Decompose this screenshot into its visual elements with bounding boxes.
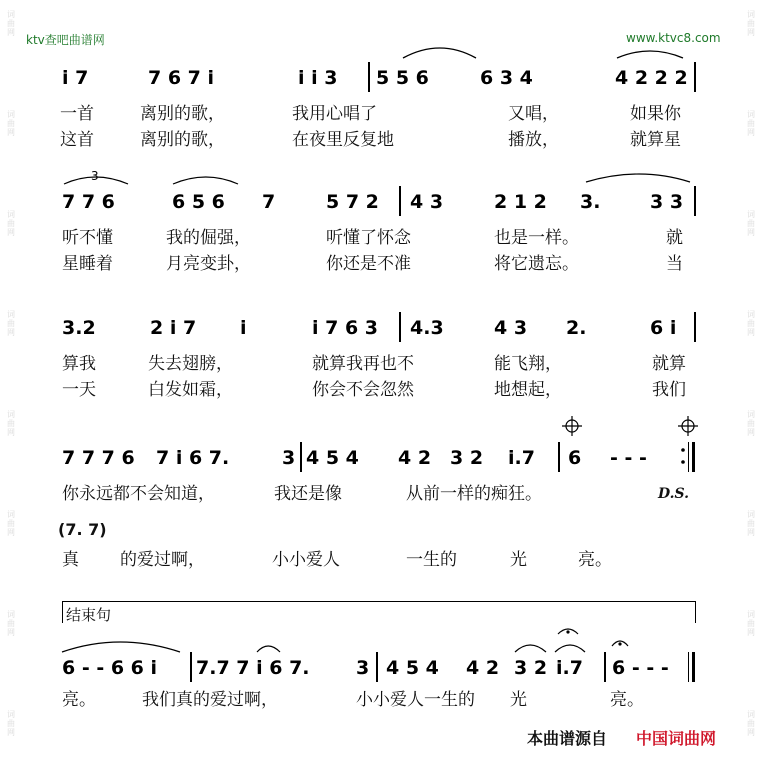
notation-row-2 bbox=[0, 190, 760, 214]
slur bbox=[515, 645, 546, 652]
note-group: 3.2 bbox=[62, 317, 96, 339]
triplet-number: 3 bbox=[91, 169, 99, 183]
note-group: i i 3 bbox=[298, 67, 338, 89]
lyric-row-5 bbox=[0, 352, 760, 376]
watermark-text: 词曲网 bbox=[747, 610, 755, 637]
note-group: 4 2 bbox=[398, 447, 432, 469]
note-group: 7 6 7 i bbox=[148, 67, 215, 89]
slur bbox=[555, 645, 585, 652]
final-bar-line-thick bbox=[692, 652, 695, 682]
note-group: 3 2 bbox=[450, 447, 484, 469]
watermark-text: 词曲网 bbox=[747, 710, 755, 737]
watermark-text: 词曲网 bbox=[7, 110, 15, 137]
note-group: 3 bbox=[356, 657, 370, 679]
watermark-text: 词曲网 bbox=[747, 410, 755, 437]
notation-row-4 bbox=[0, 446, 760, 470]
watermark-text: 词曲网 bbox=[7, 610, 15, 637]
bar-line bbox=[399, 312, 401, 342]
bar-line bbox=[558, 442, 560, 472]
lyric-segment: 算我 bbox=[62, 354, 96, 374]
lyric-segment: 亮。 bbox=[610, 690, 644, 710]
bar-line bbox=[399, 186, 401, 216]
note-group: 5 7 2 bbox=[326, 191, 379, 213]
slur bbox=[173, 177, 238, 184]
lyric-segment: 就 bbox=[666, 228, 683, 248]
bar-line bbox=[694, 312, 696, 342]
note-group: i.7 bbox=[556, 657, 583, 679]
slur bbox=[586, 174, 690, 182]
lyric-segment: 听不懂 bbox=[62, 228, 113, 248]
lyric-segment: 你会不会忽然 bbox=[312, 380, 414, 400]
coda-sign-icon bbox=[678, 416, 698, 436]
watermark-text: 词曲网 bbox=[747, 110, 755, 137]
lyric-row-2 bbox=[0, 128, 760, 152]
lyric-row-3 bbox=[0, 226, 760, 250]
source-site-link[interactable]: 中国词曲网 bbox=[636, 729, 717, 748]
watermark-text: 词曲网 bbox=[7, 710, 15, 737]
note-group: 4 5 4 bbox=[306, 447, 359, 469]
site-label-left[interactable]: ktv查吧曲谱网 bbox=[26, 33, 105, 47]
lyric-segment: 一天 bbox=[62, 380, 96, 400]
lyric-segment: 我们真的爱过啊， bbox=[142, 690, 278, 710]
ending-box-right bbox=[695, 601, 696, 623]
source-label: 本曲谱源自 bbox=[527, 729, 608, 748]
watermark-text: 词曲网 bbox=[747, 10, 755, 37]
note-group: i 7 bbox=[62, 67, 89, 89]
note-group: 6 bbox=[568, 447, 582, 469]
lyric-segment: 地想起， bbox=[494, 380, 562, 400]
lyric-row-1 bbox=[0, 102, 760, 126]
lyric-segment: 星睡着 bbox=[62, 254, 113, 274]
note-group: 4 2 bbox=[466, 657, 500, 679]
lyric-segment: 就算 bbox=[652, 354, 686, 374]
note-group: 6 - - 6 6 i bbox=[62, 657, 158, 679]
lyric-segment: 从前一样的痴狂。 bbox=[406, 484, 542, 504]
lyric-segment: 的爱过啊， bbox=[120, 550, 205, 570]
note-group: 3. bbox=[580, 191, 601, 213]
notation-row-1 bbox=[0, 66, 760, 90]
alternate-notes: (7. 7) bbox=[58, 520, 107, 539]
lyric-segment: 白发如霜， bbox=[148, 380, 233, 400]
ending-box-top bbox=[62, 601, 696, 602]
lyric-segment: 你还是不准 bbox=[326, 254, 411, 274]
note-group: 6 5 6 bbox=[172, 191, 225, 213]
note-group: 4 2 2 2 bbox=[615, 67, 688, 89]
note-group: 7 7 6 bbox=[62, 191, 115, 213]
lyric-segment: 我还是像 bbox=[274, 484, 342, 504]
note-group: 3 3 bbox=[650, 191, 684, 213]
repeat-bar-line-thick bbox=[692, 442, 695, 472]
lyric-segment: 当 bbox=[666, 254, 683, 274]
note-group: 4 3 bbox=[494, 317, 528, 339]
fermata bbox=[612, 641, 628, 646]
note-group: 2. bbox=[566, 317, 587, 339]
note-group: 4 3 bbox=[410, 191, 444, 213]
lyric-segment: 一生的 bbox=[406, 550, 457, 570]
lyric-row-4 bbox=[0, 252, 760, 276]
watermark-text: 词曲网 bbox=[7, 410, 15, 437]
tie bbox=[257, 646, 280, 652]
note-group: 6 i bbox=[650, 317, 677, 339]
note-group: 7 bbox=[262, 191, 276, 213]
site-url-right[interactable]: www.ktvc8.com bbox=[626, 31, 721, 45]
lyric-segment: 能飞翔， bbox=[494, 354, 562, 374]
lyric-segment: 你永远都不会知道， bbox=[62, 484, 215, 504]
lyric-row-alt bbox=[0, 548, 760, 572]
ending-box-left bbox=[62, 601, 63, 623]
note-group: 6 - - - bbox=[612, 657, 669, 679]
bar-line bbox=[376, 652, 378, 682]
note-group: 4.3 bbox=[410, 317, 444, 339]
watermark-text: 词曲网 bbox=[747, 210, 755, 237]
note-group: 3 bbox=[282, 447, 296, 469]
lyric-row-ending bbox=[0, 688, 760, 712]
note-group: 2 1 2 bbox=[494, 191, 547, 213]
slur bbox=[62, 642, 180, 652]
lyric-segment: 这首 bbox=[60, 130, 94, 150]
slur bbox=[617, 51, 683, 58]
note-group: 7.7 7 i 6 7. bbox=[196, 657, 310, 679]
lyric-segment: 小小爱人一生的 bbox=[356, 690, 475, 710]
lyric-row-6 bbox=[0, 378, 760, 402]
bar-line bbox=[694, 62, 696, 92]
final-bar-line bbox=[688, 652, 689, 682]
note-group: 7 7 7 6 bbox=[62, 447, 135, 469]
note-group: 4 5 4 bbox=[386, 657, 439, 679]
slur bbox=[403, 48, 476, 58]
lyric-segment: 又唱， bbox=[508, 104, 559, 124]
note-group: 6 3 4 bbox=[480, 67, 533, 89]
watermark-text: 词曲网 bbox=[7, 510, 15, 537]
note-group: 7 i 6 7. bbox=[156, 447, 230, 469]
note-group: - - - bbox=[610, 447, 647, 469]
note-group: 2 i 7 bbox=[150, 317, 197, 339]
bar-line bbox=[694, 186, 696, 216]
lyric-segment: 真 bbox=[62, 550, 79, 570]
lyric-segment: 就算我再也不 bbox=[312, 354, 414, 374]
lyric-segment: 小小爱人 bbox=[272, 550, 340, 570]
ending-label: 结束句 bbox=[66, 606, 112, 624]
bar-line bbox=[300, 442, 302, 472]
triplet-bracket bbox=[64, 177, 128, 184]
repeat-bar-line bbox=[688, 442, 689, 472]
lyric-segment: 亮。 bbox=[578, 550, 612, 570]
watermark-text: 词曲网 bbox=[7, 210, 15, 237]
lyric-segment: 亮。 bbox=[62, 690, 96, 710]
lyric-segment: 我用心唱了 bbox=[292, 104, 377, 124]
notation-row-ending bbox=[0, 656, 760, 680]
fermata bbox=[558, 629, 578, 634]
watermark-text: 词曲网 bbox=[7, 10, 15, 37]
lyric-segment: 播放， bbox=[508, 130, 559, 150]
lyric-segment: 离别的歌， bbox=[140, 130, 225, 150]
note-group: i.7 bbox=[508, 447, 535, 469]
watermark-text: 词曲网 bbox=[747, 510, 755, 537]
fermata-dot bbox=[566, 630, 569, 633]
lyric-segment: 就算星 bbox=[630, 130, 681, 150]
watermark-text: 词曲网 bbox=[747, 310, 755, 337]
note-group: i bbox=[240, 317, 247, 339]
lyric-segment: 一首 bbox=[60, 104, 94, 124]
lyric-row-7 bbox=[0, 482, 760, 506]
watermark-text: 词曲网 bbox=[7, 310, 15, 337]
note-group: 5 5 6 bbox=[376, 67, 429, 89]
lyric-segment: 如果你 bbox=[630, 104, 681, 124]
lyric-segment: 离别的歌， bbox=[140, 104, 225, 124]
dal-segno-mark: D.S. bbox=[658, 486, 690, 502]
bar-line bbox=[368, 62, 370, 92]
coda-sign-icon bbox=[562, 416, 582, 436]
fermata-dot bbox=[618, 642, 621, 645]
lyric-segment: 将它遗忘。 bbox=[494, 254, 579, 274]
lyric-segment: 也是一样。 bbox=[494, 228, 579, 248]
notation-row-3 bbox=[0, 316, 760, 340]
lyric-segment: 我们 bbox=[652, 380, 686, 400]
lyric-segment: 失去翅膀， bbox=[148, 354, 233, 374]
lyric-segment: 月亮变卦， bbox=[166, 254, 251, 274]
lyric-segment: 光 bbox=[510, 550, 527, 570]
lyric-segment: 光 bbox=[510, 690, 527, 710]
lyric-segment: 听懂了怀念 bbox=[326, 228, 411, 248]
bar-line bbox=[190, 652, 192, 682]
bar-line bbox=[604, 652, 606, 682]
note-group: 3 2 bbox=[514, 657, 548, 679]
note-group: i 7 6 3 bbox=[312, 317, 379, 339]
lyric-segment: 我的倔强， bbox=[166, 228, 251, 248]
lyric-segment: 在夜里反复地 bbox=[292, 130, 394, 150]
